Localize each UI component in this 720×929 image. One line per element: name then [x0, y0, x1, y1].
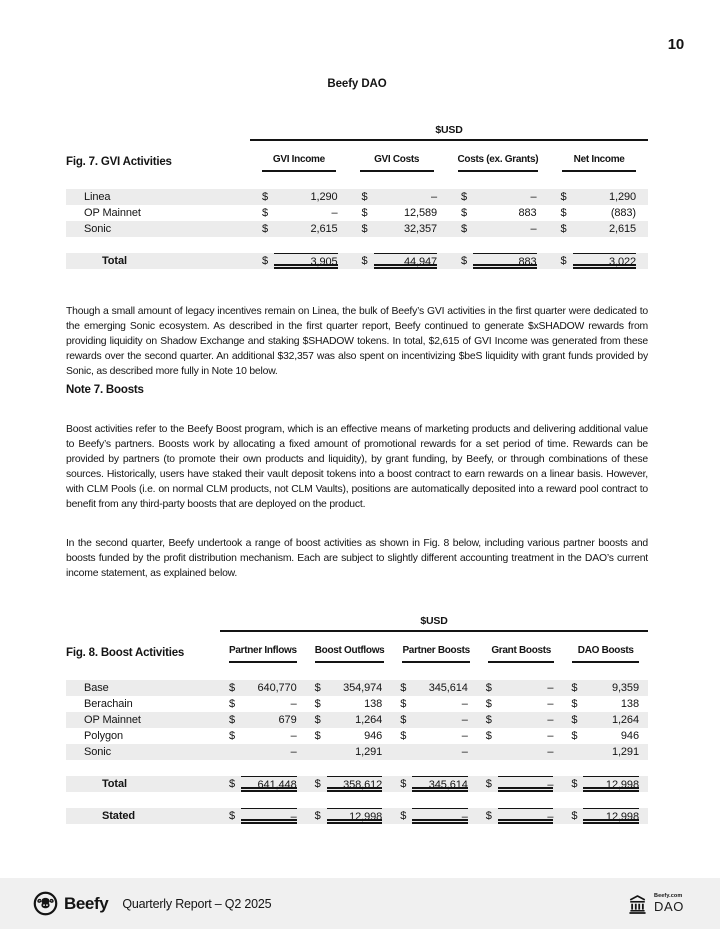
- money-cell: [486, 680, 554, 696]
- page-number: 10: [667, 36, 684, 53]
- currency-symbol: $: [262, 255, 269, 267]
- amount-value: 12,998: [583, 808, 639, 824]
- currency-symbol: $: [400, 778, 407, 790]
- table-body: [66, 680, 648, 824]
- amount-value: –: [547, 714, 554, 726]
- currency-symbol: $: [485, 810, 492, 822]
- amount-value: 3,022: [573, 253, 636, 269]
- money-cell: [315, 808, 383, 824]
- dao-wordmark-dao: DAO: [654, 899, 684, 915]
- amount-value: 12,998: [327, 808, 383, 824]
- currency-symbol: $: [229, 682, 236, 694]
- table-row: [66, 189, 648, 205]
- amount-value: –: [461, 746, 468, 758]
- fig7-title: Fig. 7. GVI Activities: [66, 156, 172, 168]
- page-footer: [0, 878, 720, 929]
- table-row: [66, 744, 648, 760]
- money-cell: [571, 712, 639, 728]
- money-cell: [571, 744, 639, 760]
- usd-header: $USD: [220, 615, 648, 632]
- currency-symbol: $: [571, 778, 578, 790]
- amount-value: 358,612: [327, 776, 383, 792]
- body-paragraph-boosts-1: Boost activities refer to the Beefy Boost program, which is an effective means of marketing products and delivering additional value to Beefy’s partners. Boosts work by allocating a fixed amount of promotional rewards for a set period of time. Rewards can be provided by partners (to promote their own products and liquidity), by grant funding, by Beefy, or through combinations of these sources. Historically, users have staked their vault deposit tokens into a boost contract to earn rewards on a linear basis. However, with CLM Pools (i.e. on normal CLM products, not CLM Vaults), positions are automatically deposited into a reward pool contract to benefit from any third-party boosts that are deployed on the product.: [66, 424, 648, 511]
- money-cell: [561, 189, 637, 205]
- dao-wordmark-beefy-com: Beefy.com: [654, 892, 683, 899]
- amount-value: –: [461, 714, 468, 726]
- amount-value: 883: [518, 207, 537, 219]
- table-header-row: [66, 644, 648, 663]
- money-cell: [400, 728, 468, 744]
- body-paragraph-gvi: Though a small amount of legacy incentives remain on Linea, the bulk of Beefy’s GVI activities in the first quarter were dedicated to the emerging Sonic ecosystem. As described in the first quarter report, Beefy continued to generate $xSHADOW rewards from providing liquidity on Shadow Exchange and staking $SHADOW tokens. In total, $2,615 of GVI Income was generated from these rewards over the second quarter. An additional $32,357 was also spent on incentivizing $beS liquidity with grant funds provided by Sonic, as described more fully in Note 10 below.: [66, 306, 648, 378]
- amount-value: 354,974: [343, 682, 383, 694]
- money-cell: [461, 189, 537, 205]
- amount-value: –: [461, 698, 468, 710]
- money-cell: [362, 205, 438, 221]
- currency-symbol: $: [262, 207, 269, 219]
- amount-value: 946: [620, 730, 639, 742]
- column-header: GVI Income: [262, 153, 336, 172]
- money-cell: [400, 808, 468, 824]
- currency-symbol: $: [400, 714, 407, 726]
- currency-symbol: $: [571, 714, 578, 726]
- row-label: Total: [102, 255, 127, 267]
- currency-symbol: $: [314, 810, 321, 822]
- amount-value: 641,448: [241, 776, 297, 792]
- amount-value: 640,770: [257, 682, 297, 694]
- currency-header-row: [66, 615, 648, 632]
- label-column-spacer: [66, 124, 250, 141]
- money-cell: [486, 712, 554, 728]
- money-cell: [315, 696, 383, 712]
- row-label: Base: [84, 682, 109, 694]
- amount-value: –: [530, 191, 537, 203]
- table-row: [66, 728, 648, 744]
- column-header: Costs (ex. Grants): [458, 153, 539, 172]
- currency-symbol: $: [571, 730, 578, 742]
- currency-symbol: $: [229, 730, 236, 742]
- money-cell: [262, 205, 338, 221]
- amount-value: 1,290: [310, 191, 338, 203]
- currency-symbol: $: [361, 207, 368, 219]
- currency-symbol: $: [400, 682, 407, 694]
- column-headers: [220, 644, 648, 663]
- money-cell: [362, 253, 438, 269]
- dao-wordmark: [654, 894, 684, 914]
- currency-symbol: $: [560, 207, 567, 219]
- currency-symbol: $: [229, 714, 236, 726]
- currency-symbol: $: [229, 778, 236, 790]
- money-cell: [571, 680, 639, 696]
- money-cell: [229, 776, 297, 792]
- currency-symbol: $: [560, 255, 567, 267]
- currency-symbol: $: [571, 698, 578, 710]
- amount-value: –: [530, 223, 537, 235]
- table-row: [66, 221, 648, 237]
- money-cell: [461, 253, 537, 269]
- amount-value: 1,291: [355, 746, 383, 758]
- money-cell: [486, 696, 554, 712]
- amount-value: 3,905: [274, 253, 337, 269]
- column-header: GVI Costs: [360, 153, 434, 172]
- money-cell: [262, 189, 338, 205]
- money-cell: [461, 205, 537, 221]
- money-cell: [362, 221, 438, 237]
- money-cell: [486, 776, 554, 792]
- currency-symbol: $: [461, 191, 468, 203]
- footer-brand-name: Beefy: [64, 893, 109, 913]
- amount-value: 12,998: [583, 776, 639, 792]
- currency-symbol: $: [560, 191, 567, 203]
- money-cell: [486, 728, 554, 744]
- gvi-activities-table: [66, 124, 648, 269]
- currency-symbol: $: [571, 810, 578, 822]
- amount-value: –: [331, 207, 338, 219]
- usd-header: $USD: [250, 124, 648, 141]
- money-cell: [315, 728, 383, 744]
- amount-value: 2,615: [608, 223, 636, 235]
- row-label: OP Mainnet: [84, 714, 141, 726]
- currency-symbol: $: [262, 191, 269, 203]
- amount-value: –: [498, 808, 554, 824]
- amount-value: 32,357: [403, 223, 437, 235]
- currency-symbol: $: [485, 778, 492, 790]
- money-cell: [400, 776, 468, 792]
- currency-symbol: $: [461, 223, 468, 235]
- currency-symbol: $: [461, 207, 468, 219]
- body-paragraph-boosts-2: In the second quarter, Beefy undertook a range of boost activities as shown in Fig. 8 below, including various partner boosts and boosts funded by the profit distribution mechanism. Each are subject to slightly different accounting treatment in the DAO’s current income statement, as explained below.: [66, 538, 648, 580]
- document-title: Beefy DAO: [327, 78, 387, 90]
- amount-value: 2,615: [310, 223, 338, 235]
- amount-value: –: [498, 776, 554, 792]
- money-cell: [315, 744, 383, 760]
- amount-value: 679: [278, 714, 297, 726]
- note7-heading: Note 7. Boosts: [66, 384, 144, 396]
- amount-value: 12,589: [403, 207, 437, 219]
- money-cell: [400, 696, 468, 712]
- column-header: Partner Boosts: [402, 644, 470, 663]
- column-headers: [250, 153, 648, 172]
- total-row: [66, 808, 648, 824]
- money-cell: [262, 221, 338, 237]
- currency-symbol: $: [485, 698, 492, 710]
- money-cell: [229, 728, 297, 744]
- fig8-title: Fig. 8. Boost Activities: [66, 647, 185, 659]
- column-header: Grant Boosts: [488, 644, 555, 663]
- amount-value: –: [461, 730, 468, 742]
- row-label: OP Mainnet: [84, 207, 141, 219]
- amount-value: –: [547, 746, 554, 758]
- currency-symbol: $: [361, 191, 368, 203]
- amount-value: 138: [364, 698, 383, 710]
- amount-value: –: [290, 730, 297, 742]
- money-cell: [362, 189, 438, 205]
- currency-symbol: $: [485, 730, 492, 742]
- column-header: Boost Outflows: [315, 644, 385, 663]
- money-cell: [561, 205, 637, 221]
- row-label: Polygon: [84, 730, 124, 742]
- amount-value: 345,614: [412, 776, 468, 792]
- table-header-row: [66, 153, 648, 172]
- money-cell: [229, 808, 297, 824]
- column-header: DAO Boosts: [572, 644, 639, 663]
- beefy-cow-logo-icon: [33, 891, 58, 916]
- amount-value: –: [430, 191, 437, 203]
- currency-symbol: $: [485, 714, 492, 726]
- currency-symbol: $: [229, 698, 236, 710]
- row-label: Sonic: [84, 746, 112, 758]
- money-cell: [315, 712, 383, 728]
- money-cell: [486, 808, 554, 824]
- money-cell: [262, 253, 338, 269]
- row-label: Berachain: [84, 698, 133, 710]
- money-cell: [229, 744, 297, 760]
- amount-value: –: [290, 746, 297, 758]
- table-row: [66, 712, 648, 728]
- currency-symbol: $: [262, 223, 269, 235]
- currency-symbol: $: [314, 698, 321, 710]
- column-header: Net Income: [562, 153, 636, 172]
- money-cell: [400, 680, 468, 696]
- footer-brand-group: [33, 891, 271, 916]
- money-cell: [400, 744, 468, 760]
- currency-symbol: $: [400, 698, 407, 710]
- dao-temple-icon: [626, 892, 649, 915]
- table-row: [66, 696, 648, 712]
- boost-activities-table: [66, 615, 648, 824]
- currency-symbol: $: [560, 223, 567, 235]
- amount-value: 138: [620, 698, 639, 710]
- money-cell: [561, 253, 637, 269]
- currency-header-row: [66, 124, 648, 141]
- amount-value: –: [547, 730, 554, 742]
- amount-value: 1,290: [608, 191, 636, 203]
- money-cell: [229, 712, 297, 728]
- row-label: Linea: [84, 191, 111, 203]
- money-cell: [315, 680, 383, 696]
- table-row: [66, 680, 648, 696]
- money-cell: [571, 728, 639, 744]
- currency-symbol: $: [314, 714, 321, 726]
- amount-value: –: [547, 682, 554, 694]
- amount-value: –: [412, 808, 468, 824]
- money-cell: [571, 696, 639, 712]
- footer-dao-group: [626, 892, 684, 915]
- amount-value: 1,264: [355, 714, 383, 726]
- column-header: Partner Inflows: [229, 644, 297, 663]
- row-label: Stated: [102, 810, 136, 822]
- money-cell: [571, 776, 639, 792]
- table-body: [66, 189, 648, 269]
- money-cell: [229, 696, 297, 712]
- total-row: [66, 776, 648, 792]
- money-cell: [229, 680, 297, 696]
- money-cell: [400, 712, 468, 728]
- footer-report-title: Quarterly Report – Q2 2025: [122, 896, 272, 911]
- label-column-spacer: [66, 615, 220, 632]
- currency-symbol: $: [400, 730, 407, 742]
- amount-value: –: [241, 808, 297, 824]
- currency-symbol: $: [361, 223, 368, 235]
- currency-symbol: $: [361, 255, 368, 267]
- amount-value: 9,359: [611, 682, 639, 694]
- row-label: Sonic: [84, 223, 112, 235]
- currency-symbol: $: [461, 255, 468, 267]
- currency-symbol: $: [229, 810, 236, 822]
- currency-symbol: $: [400, 810, 407, 822]
- currency-symbol: $: [314, 730, 321, 742]
- currency-symbol: $: [314, 778, 321, 790]
- amount-value: –: [290, 698, 297, 710]
- table-row: [66, 205, 648, 221]
- money-cell: [315, 776, 383, 792]
- currency-symbol: $: [485, 682, 492, 694]
- money-cell: [461, 221, 537, 237]
- currency-symbol: $: [314, 682, 321, 694]
- amount-value: –: [547, 698, 554, 710]
- money-cell: [571, 808, 639, 824]
- row-label: Total: [102, 778, 127, 790]
- money-cell: [561, 221, 637, 237]
- amount-value: 883: [473, 253, 536, 269]
- amount-value: 946: [364, 730, 383, 742]
- amount-value: 345,614: [428, 682, 468, 694]
- currency-symbol: $: [571, 682, 578, 694]
- total-row: [66, 253, 648, 269]
- money-cell: [486, 744, 554, 760]
- amount-value: (883): [610, 207, 636, 219]
- amount-value: 44,947: [374, 253, 437, 269]
- amount-value: 1,264: [611, 714, 639, 726]
- amount-value: 1,291: [611, 746, 639, 758]
